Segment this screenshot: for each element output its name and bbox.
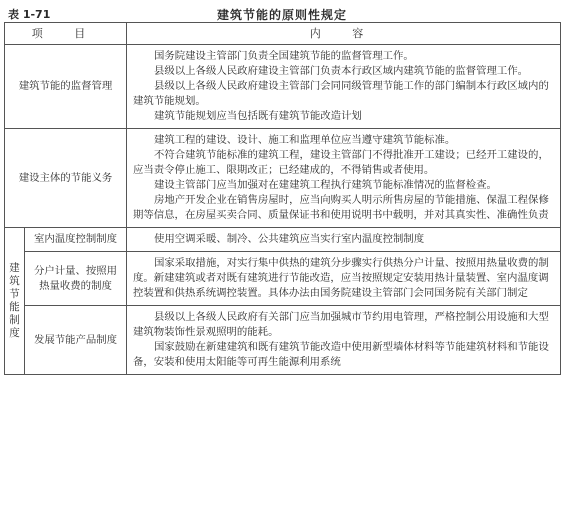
table-title-row	[8, 6, 556, 22]
group-label-text: 建筑节能制度	[9, 261, 20, 339]
content-paragraph: 建设主管部门应当加强对在建建筑工程执行建筑节能标准情况的监督检查。	[154, 179, 497, 191]
row-content-obligations	[127, 129, 561, 228]
row-label-obligations: 建设主体的节能义务	[5, 129, 127, 228]
content-paragraph: 国务院建设主管部门负责全国建筑节能的监督管理工作。	[154, 50, 414, 62]
sub-content-indoor-temp	[127, 228, 561, 252]
content-paragraph: 建筑工程的建设、设计、施工和监理单位应当遵守建筑节能标准。	[154, 134, 456, 146]
table-row	[5, 45, 561, 129]
table-row	[5, 252, 561, 306]
header-content: 内 容	[127, 23, 561, 45]
content-paragraph: 县级以上各级人民政府有关部门应当加强城市节约用电管理，严格控制公用设施和大型建筑物装饰性景观照明的能耗。	[133, 311, 549, 338]
sub-label-metering: 分户计量、按照用热量收费的制度	[25, 252, 127, 306]
content-paragraph: 不符合建筑节能标准的建筑工程，建设主管部门不得批准开工建设；已经开工建设的，应当责令停止施工、限期改正；已经建成的，不得销售或者使用。	[133, 149, 549, 176]
regulation-table	[4, 22, 561, 375]
content-paragraph: 国家采取措施，对实行集中供热的建筑分步骤实行供热分户计量、按照用热量收费的制度。新建建筑或者对既有建筑进行节能改造，应当按照规定安装用热计量装置、室内温度调控装置和供热系统调控装置。具体办法由国务院建设主管部门会同国务院有关部门制定	[133, 257, 549, 299]
table-number: 表 1-71	[8, 8, 51, 21]
content-paragraph: 县级以上各级人民政府建设主管部门负责本行政区域内建筑节能的监督管理工作。	[154, 65, 529, 77]
group-label-system	[5, 228, 25, 375]
sub-content-metering	[127, 252, 561, 306]
content-paragraph: 房地产开发企业在销售房屋时，应当向购买人明示所售房屋的节能措施、保温工程保修期等信息，在房屋买卖合同、质量保证书和使用说明书中载明，并对其真实性、准确性负责	[133, 194, 549, 221]
header-item: 项 目	[5, 23, 127, 45]
content-paragraph: 使用空调采暖、制冷、公共建筑应当实行室内温度控制制度	[154, 233, 425, 245]
table-title: 建筑节能的原则性规定	[216, 8, 347, 22]
content-paragraph: 建筑节能规划应当包括既有建筑节能改造计划	[154, 110, 362, 122]
sub-content-products	[127, 306, 561, 375]
table-header-row	[5, 23, 561, 45]
sub-label-indoor-temp: 室内温度控制制度	[25, 228, 127, 252]
table-row	[5, 228, 561, 252]
row-label-supervision: 建筑节能的监督管理	[5, 45, 127, 129]
content-paragraph: 县级以上各级人民政府建设主管部门会同同级管理节能工作的部门编制本行政区域内的建筑节能规划。	[133, 80, 549, 107]
sub-label-products: 发展节能产品制度	[25, 306, 127, 375]
table-row	[5, 129, 561, 228]
content-paragraph: 国家鼓励在新建建筑和既有建筑节能改造中使用新型墙体材料等节能建筑材料和节能设备，安装和使用太阳能等可再生能源利用系统	[133, 341, 549, 368]
row-content-supervision	[127, 45, 561, 129]
table-row	[5, 306, 561, 375]
